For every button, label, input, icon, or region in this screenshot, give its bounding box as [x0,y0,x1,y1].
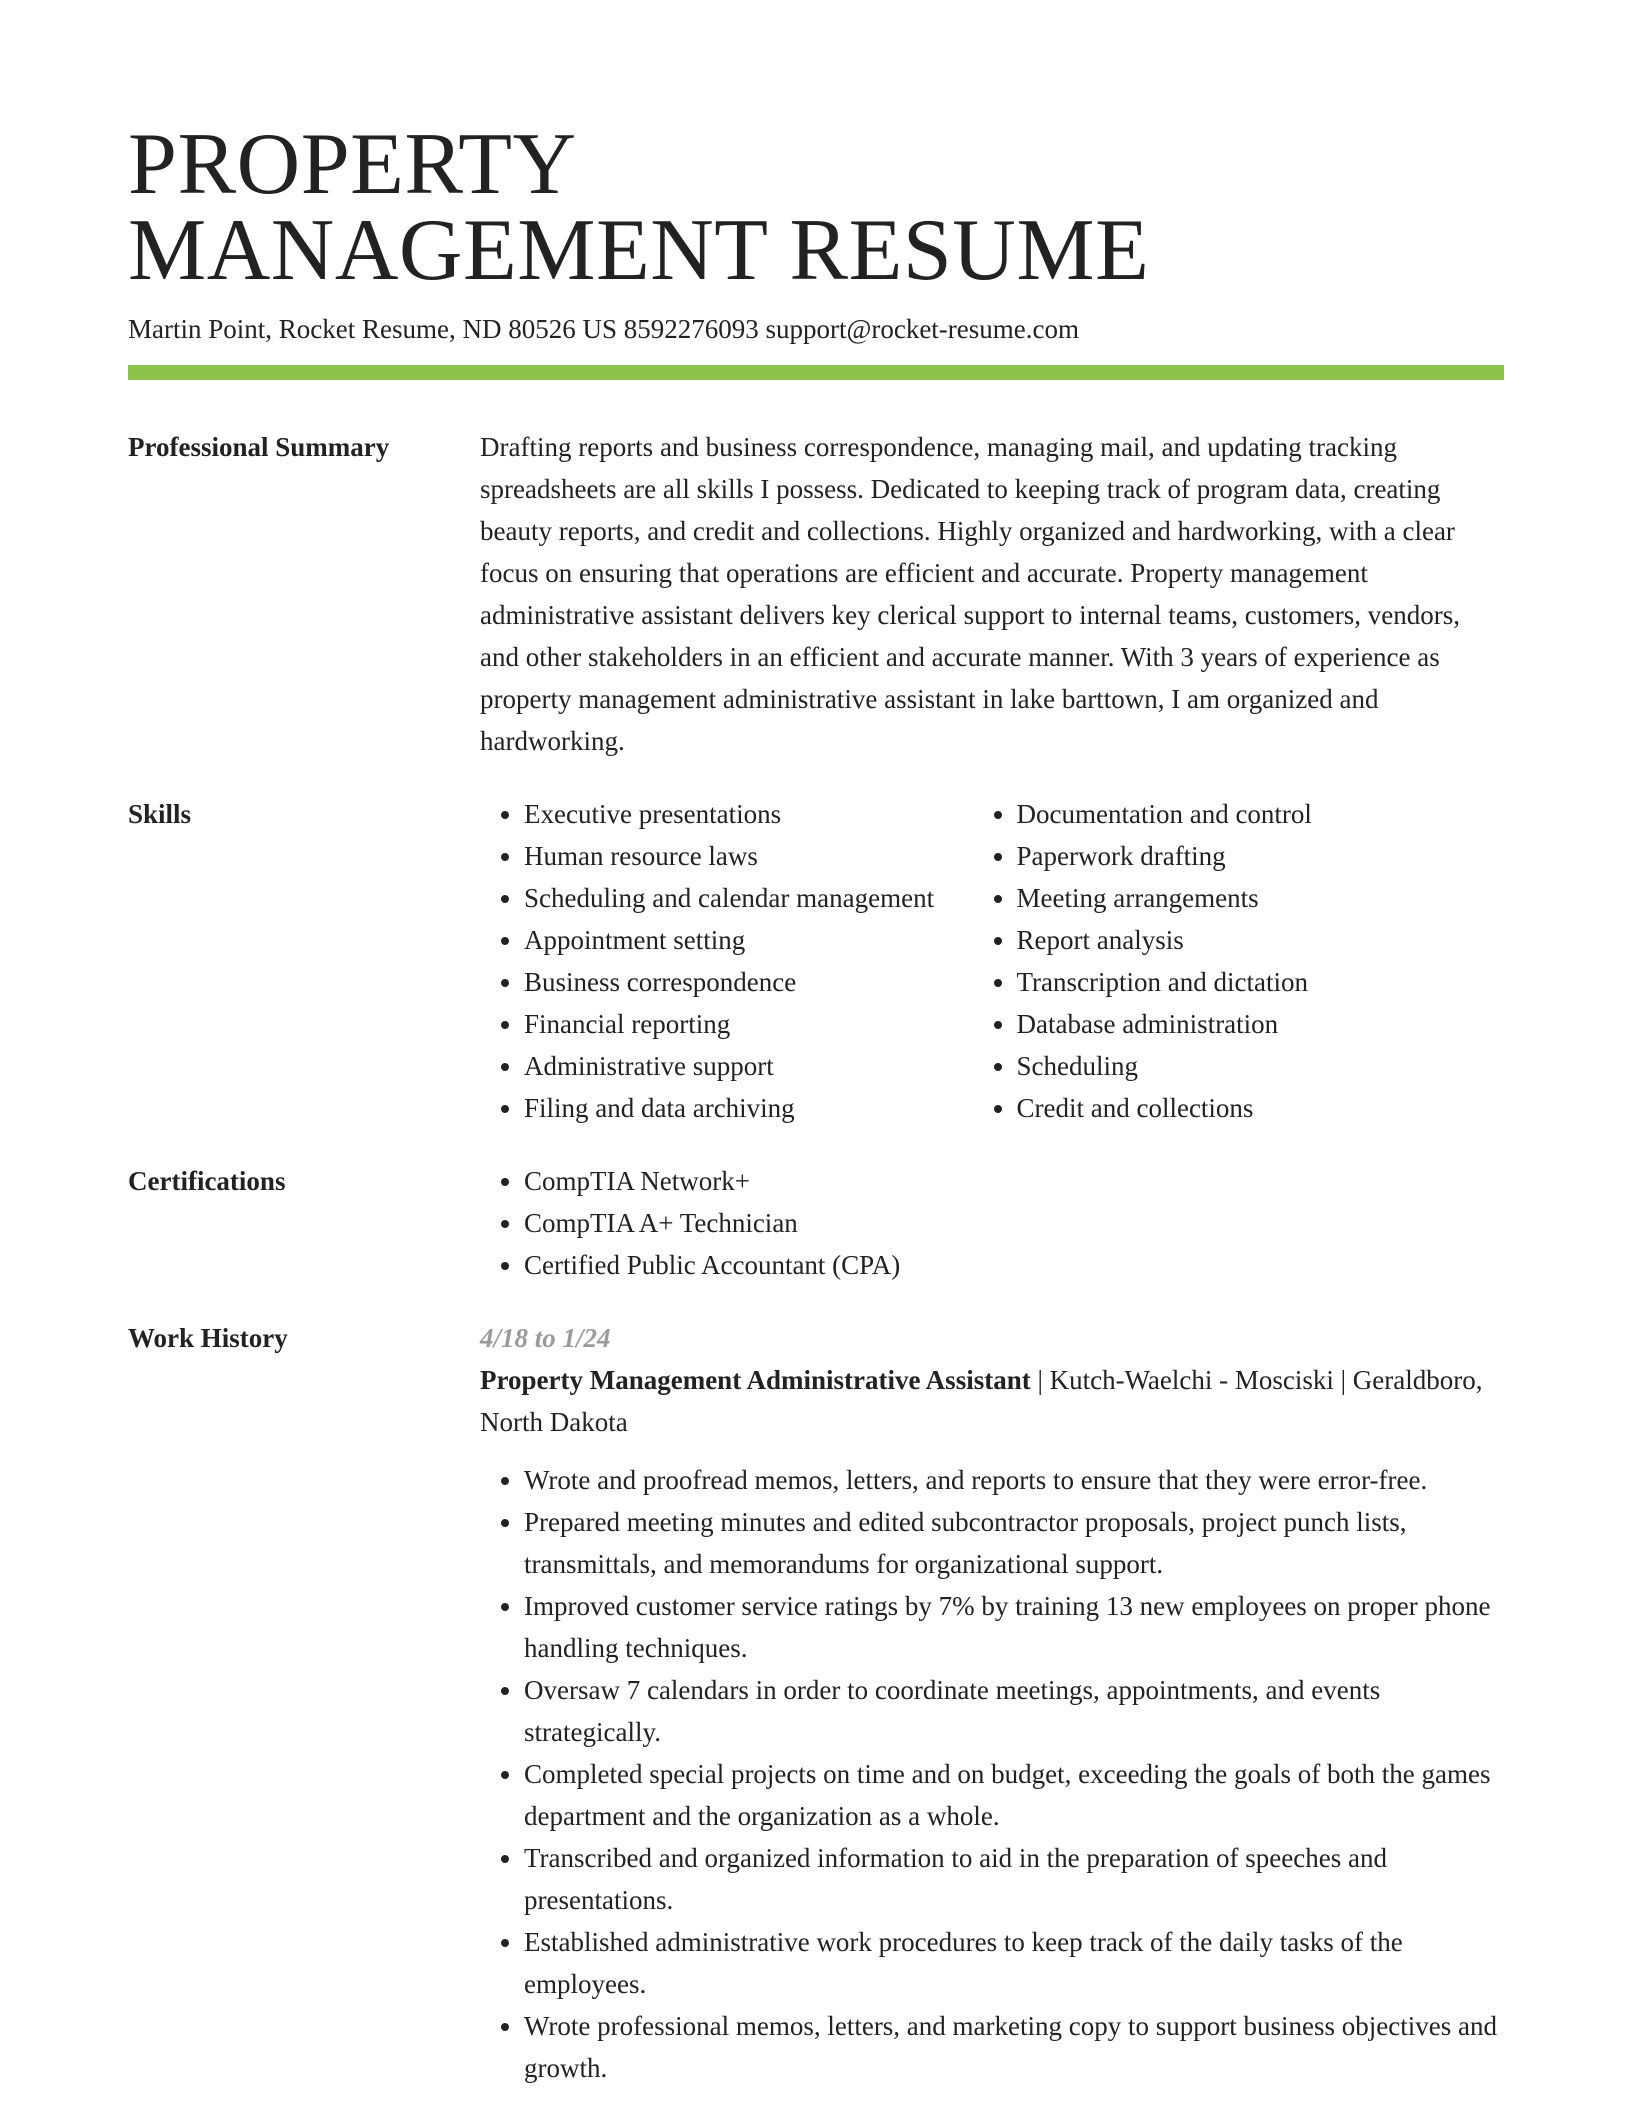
skill-item: • Documentation and control [1017,793,1505,835]
skill-item: • Database administration [1017,1003,1505,1045]
title-line-1: PROPERTY [128,116,577,213]
skills-content [480,793,1504,1129]
job-bullet-item: • Transcribed and organized information to aid in the preparation of speeches and presentations. [524,1837,1504,1921]
job-company-location: | Kutch-Waelchi - Mosciski | Geraldboro, North Dakota [480,1365,1483,1437]
skills-list-col1 [480,793,973,1129]
resume-title [128,116,1504,299]
certifications-label: Certifications [128,1166,286,1196]
skill-item: • Human resource laws [524,835,973,877]
skill-item: • Paperwork drafting [1017,835,1505,877]
skill-item: • Executive presentations [524,793,973,835]
skill-item: • Business correspondence [524,961,973,1003]
work-history-content [480,1317,1504,2089]
header-divider [128,365,1504,380]
certification-item: • CompTIA A+ Technician [524,1202,1504,1244]
skill-item: • Meeting arrangements [1017,877,1505,919]
skill-item: • Financial reporting [524,1003,973,1045]
skill-item: • Transcription and dictation [1017,961,1505,1003]
resume-page [128,116,1504,2089]
certification-item: • CompTIA Network+ [524,1160,1504,1202]
certification-item: • Certified Public Accountant (CPA) [524,1244,1504,1286]
job-bullet-item: • Wrote and proofread memos, letters, and reports to ensure that they were error-free. [524,1459,1504,1501]
job-bullets-list [480,1459,1504,2089]
job-dates: 4/18 to 1/24 [480,1323,611,1353]
work-history-label: Work History [128,1323,288,1353]
skill-item: • Report analysis [1017,919,1505,961]
job-bullet-item: • Established administrative work procedures to keep track of the daily tasks of the employees. [524,1921,1504,2005]
job-bullet-item: • Wrote professional memos, letters, and marketing copy to support business objectives and growth. [524,2005,1504,2089]
summary-text: Drafting reports and business correspondence, managing mail, and updating tracking spreadsheets are all skills I possess. Dedicated to keeping track of program data, creating beauty reports, and credit and collections. Highly organized and hardworking, with a clear focus on ensuring that operations are efficient and accurate. Property management administrative assistant delivers key clerical support to internal teams, customers, vendors, and other stakeholders in an efficient and accurate manner. With 3 years of experience as property management administrative assistant in lake barttown, I am organized and hardworking. [480,432,1460,756]
job-heading [480,1359,1504,1443]
summary-content [480,426,1504,762]
job-bullet-item: • Improved customer service ratings by 7% by training 13 new employees on proper phone handling techniques. [524,1585,1504,1669]
job-bullet-item: • Oversaw 7 calendars in order to coordinate meetings, appointments, and events strategically. [524,1669,1504,1753]
job-bullet-item: • Prepared meeting minutes and edited subcontractor proposals, project punch lists, transmittals, and memorandums for organizational support. [524,1501,1504,1585]
summary-label: Professional Summary [128,432,390,462]
title-line-2: MANAGEMENT RESUME [128,202,1150,299]
summary-section [128,426,1504,762]
skill-item: • Credit and collections [1017,1087,1505,1129]
skill-item: • Filing and data archiving [524,1087,973,1129]
job-title: Property Management Administrative Assistant [480,1365,1031,1395]
contact-info: Martin Point, Rocket Resume, ND 80526 US 8592276093 support@rocket-resume.com [128,314,1079,344]
skill-item: • Administrative support [524,1045,973,1087]
job-bullet-item: • Completed special projects on time and on budget, exceeding the goals of both the games department and the organization as a whole. [524,1753,1504,1837]
skill-item: • Scheduling and calendar management [524,877,973,919]
certifications-section [128,1160,1504,1286]
skill-item: • Appointment setting [524,919,973,961]
skills-list-col2 [973,793,1505,1129]
certifications-list [480,1160,1504,1286]
skills-label: Skills [128,799,192,829]
certifications-content [480,1160,1504,1286]
work-history-section [128,1317,1504,2089]
skills-section [128,793,1504,1129]
skill-item: • Scheduling [1017,1045,1505,1087]
